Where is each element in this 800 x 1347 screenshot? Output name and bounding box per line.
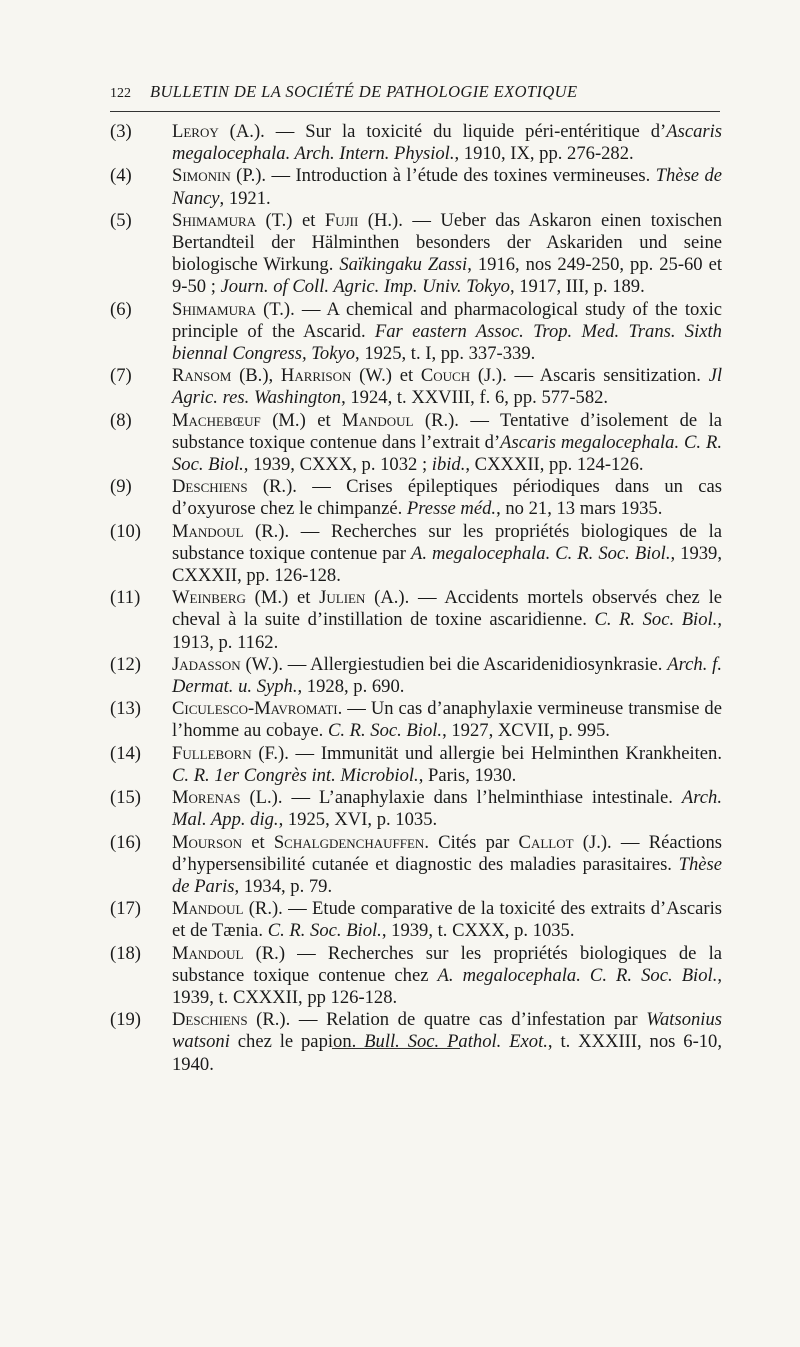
reference-text: , 1925, t. I, pp. 337-339.	[355, 343, 536, 365]
italic-title: C. R. 1er Congrès int. Microbiol.	[172, 764, 419, 786]
reference-text: . Cités par	[424, 831, 519, 853]
author-name: Mandoul	[342, 409, 414, 431]
reference-number: (5)	[110, 209, 132, 231]
reference-entry	[110, 121, 722, 165]
reference-entry	[110, 743, 722, 787]
reference-number: (3)	[110, 121, 132, 142]
author-name: Mandoul	[172, 898, 244, 920]
reference-number: (10)	[110, 520, 141, 542]
author-name: Julien	[319, 587, 366, 609]
italic-title: Thèse de Nancy	[172, 165, 722, 209]
reference-entry	[110, 476, 722, 520]
reference-number: (12)	[110, 653, 141, 675]
author-name: Callot	[518, 831, 574, 853]
author-name: Morenas	[172, 787, 241, 809]
reference-number: (8)	[110, 409, 132, 431]
italic-title: A. megalocephala. C. R. Soc. Biol.	[437, 964, 718, 986]
author-name: Jadasson	[172, 653, 241, 675]
reference-text: , 1939, CXXX, p. 1032 ;	[243, 454, 432, 476]
author-name: Ransom	[172, 365, 232, 387]
author-name: Simonin	[172, 165, 231, 187]
reference-text: (M.) et	[260, 409, 343, 431]
reference-text: (R.). — Tentative d’isolement de la substance toxique contenue dans l’extrait d’	[172, 409, 722, 453]
author-name: Mandoul	[172, 942, 244, 964]
reference-text: , 1913, p. 1162.	[172, 609, 722, 653]
reference-text: , 1921.	[219, 187, 271, 209]
reference-text: , 1928, p. 690.	[297, 676, 405, 698]
reference-text: , no 21, 13 mars 1935.	[496, 498, 663, 520]
reference-number: (17)	[110, 898, 141, 920]
italic-title: C. R. Soc. Biol.	[267, 920, 382, 942]
reference-number: (6)	[110, 298, 132, 320]
reference-number: (14)	[110, 742, 141, 764]
reference-entry	[110, 299, 722, 366]
italic-title: Ascaris megalocephala. C. R. Soc. Biol.	[172, 431, 722, 476]
reference-text: (A.). — Accidents mortels observés chez le cheval à la suite d’instillation de toxine ascaridienne.	[172, 587, 722, 631]
author-name: Mandoul	[172, 520, 244, 542]
reference-text: (J.). — Réactions d’hypersensibilité cutanée et diagnostic des maladies parasitaires.	[172, 831, 723, 875]
italic-title: ibid.	[431, 454, 466, 476]
author-name: Fulleborn	[172, 742, 252, 764]
italic-title: Ascaris megalocephala. Arch. Intern. Physiol.	[172, 121, 722, 165]
reference-entry	[110, 698, 722, 742]
reference-text: chez le papion.	[229, 1031, 365, 1053]
reference-text: , 1916, nos 249-250, pp. 25-60 et 9-50 ;	[172, 254, 722, 298]
author-name: Schalgdenchauffen	[273, 831, 425, 853]
running-title: BULLETIN DE LA SOCIÉTÉ DE PATHOLOGIE EXOTIQUE	[150, 82, 578, 101]
reference-text: (B.),	[231, 365, 281, 387]
reference-text: , 1939, CXXXII, pp. 126-128.	[172, 542, 722, 587]
author-name: Mourson	[172, 831, 242, 853]
reference-text: (T.). — A chemical and pharmacological study of the toxic principle of the Ascarid.	[172, 298, 722, 342]
reference-text: , 1939, t. CXXXII, pp 126-128.	[172, 964, 722, 1008]
italic-title: Arch. f. Dermat. u. Syph.	[172, 653, 722, 698]
reference-text: (R.). — Recherches sur les propriétés biologiques de la substance toxique contenue par	[172, 520, 722, 564]
author-name: Machebœuf	[172, 409, 261, 431]
reference-entry	[110, 165, 722, 209]
reference-entry	[110, 654, 722, 698]
reference-text: (W.). — Allergiestudien bei die Ascaridenidiosynkrasie.	[240, 653, 668, 675]
reference-text: (T.) et	[256, 209, 325, 231]
italic-title: C. R. Soc. Biol.	[327, 720, 443, 742]
reference-text: (R.) — Recherches sur les propriétés biologiques de la substance toxique contenue chez	[172, 942, 722, 986]
reference-entry	[110, 1009, 722, 1076]
reference-text: , t. XXXIII, nos 6-10, 1940.	[172, 1031, 723, 1075]
reference-number: (11)	[110, 587, 141, 609]
italic-title: Bull. Soc. Pathol. Exot.	[364, 1031, 548, 1053]
reference-number: (15)	[110, 787, 141, 809]
reference-text: , 1934, p. 79.	[234, 875, 333, 897]
reference-text: , 1924, t. XXVIII, f. 6, pp. 577-582.	[341, 387, 609, 409]
italic-title: A. megalocephala. C. R. Soc. Biol.	[410, 542, 671, 564]
italic-title: Thèse de Paris	[172, 853, 722, 897]
reference-entry	[110, 787, 722, 831]
italic-title: Presse méd.	[406, 498, 497, 520]
author-name: Deschiens	[172, 1009, 248, 1031]
italic-title: Arch. Mal. App. dig.	[172, 787, 722, 831]
author-name: Fujii	[324, 209, 359, 231]
reference-text: (M.) et	[245, 587, 320, 609]
reference-text: (P.). — Introduction à l’étude des toxines vermineuses.	[230, 165, 656, 187]
reference-text: , 1917, III, p. 189.	[509, 276, 645, 298]
author-name: Weinberg	[172, 587, 246, 609]
reference-entry	[110, 587, 722, 654]
reference-text: et	[242, 831, 274, 853]
reference-entry	[110, 898, 722, 942]
end-rule	[332, 1048, 460, 1049]
author-name: Shimamura	[172, 298, 257, 320]
reference-text: (R.). — Etude comparative de la toxicité des extraits d’Ascaris et de Tænia.	[172, 898, 722, 942]
author-name: Leroy	[172, 121, 219, 142]
reference-number: (7)	[110, 365, 132, 387]
reference-text: (W.) et	[351, 365, 421, 387]
italic-title: Far eastern Assoc. Trop. Med. Trans. Sixth biennal Congress, Tokyo	[172, 320, 722, 365]
italic-title: Watsonius watsoni	[172, 1009, 722, 1053]
italic-title: Journ. of Coll. Agric. Imp. Univ. Tokyo	[220, 276, 510, 298]
reference-text: , 1925, XVI, p. 1035.	[278, 809, 438, 831]
reference-entry	[110, 210, 722, 299]
reference-list	[110, 121, 722, 1076]
italic-title: Jl Agric. res. Washington	[172, 365, 722, 409]
reference-text: (A.). — Sur la toxicité du liquide péri-entéritique d’	[218, 121, 667, 142]
italic-title: Saïkingaku Zassi	[339, 254, 468, 276]
reference-number: (19)	[110, 1009, 141, 1031]
reference-text: (L.). — L’anaphylaxie dans l’helminthiase intestinale.	[240, 787, 682, 809]
reference-text: , 1939, t. CXXX, p. 1035.	[381, 920, 575, 942]
reference-entry	[110, 410, 722, 477]
author-name: Harrison	[280, 365, 352, 387]
reference-text: . — Un cas d’anaphylaxie vermineuse transmise de l’homme au cobaye.	[172, 698, 722, 742]
italic-title: C. R. Soc. Biol.	[594, 609, 718, 631]
reference-number: (13)	[110, 698, 141, 720]
reference-text: (H.). — Ueber das Askaron einen toxischen Bertandteil der Hälminthen besonders der Askariden und seine biologische Wirkung.	[172, 209, 723, 276]
reference-number: (18)	[110, 942, 141, 964]
reference-text: (J.). — Ascaris sensitization.	[470, 365, 709, 387]
reference-text: (F.). — Immunität und allergie bei Helminthen Krankheiten.	[251, 742, 722, 764]
reference-entry	[110, 943, 722, 1010]
reference-text: , CXXXII, pp. 124-126.	[465, 454, 644, 476]
reference-text: (R.). — Relation de quatre cas d’infestation par	[247, 1009, 647, 1031]
reference-entry	[110, 832, 722, 899]
reference-text: , 1927, XCVII, p. 995.	[442, 720, 610, 742]
reference-entry	[110, 521, 722, 588]
author-name: Shimamura	[172, 209, 257, 231]
reference-entry	[110, 365, 722, 409]
author-name: Couch	[420, 365, 471, 387]
author-name: Deschiens	[172, 476, 248, 498]
reference-number: (9)	[110, 476, 132, 498]
page-header	[110, 82, 720, 108]
reference-number: (16)	[110, 831, 141, 853]
page-number: 122	[110, 86, 131, 101]
reference-text: , Paris, 1930.	[418, 764, 517, 786]
header-rule	[110, 111, 720, 112]
author-name: Ciculesco-Mavromati	[172, 698, 338, 720]
reference-number: (4)	[110, 165, 132, 187]
reference-text: , 1910, IX, pp. 276-282.	[454, 143, 634, 165]
reference-text: (R.). — Crises épileptiques périodiques dans un cas d’oxyurose chez le chimpanzé.	[172, 476, 722, 520]
